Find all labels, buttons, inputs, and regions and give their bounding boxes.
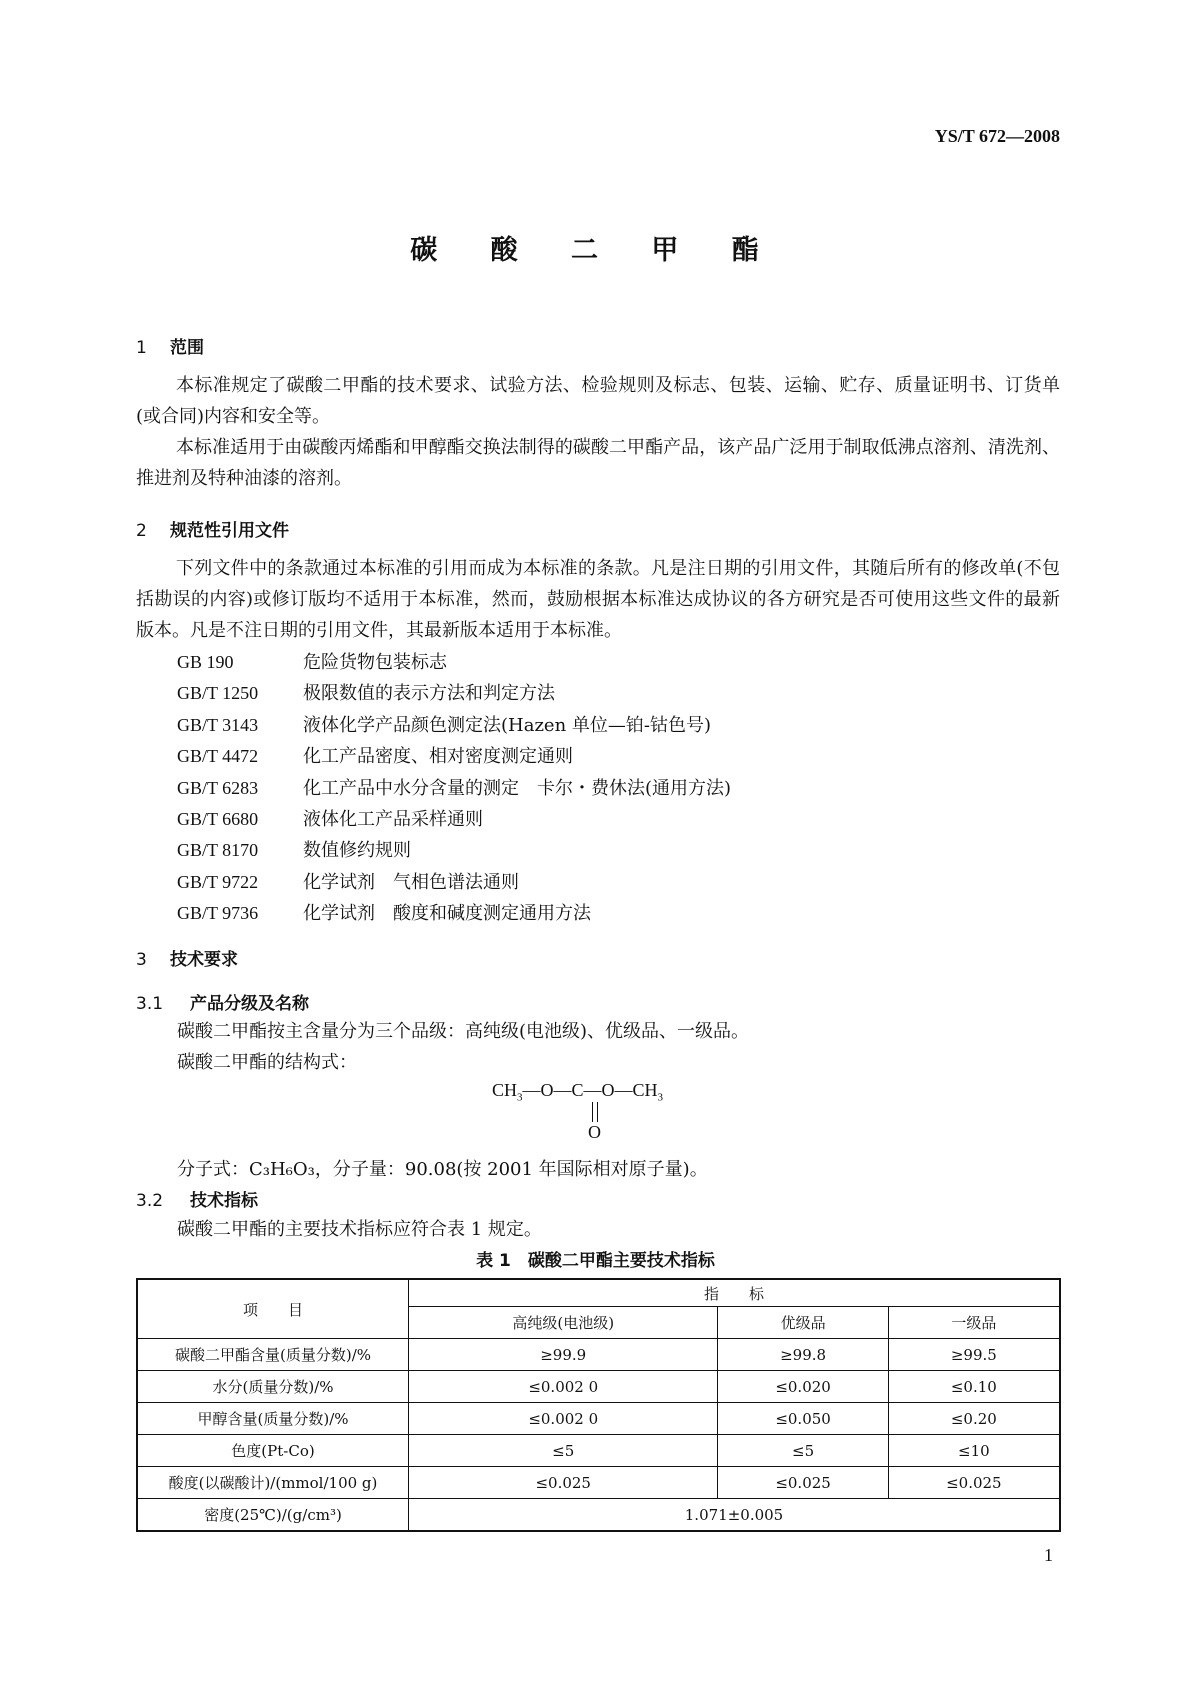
section-3-heading <box>136 945 238 970</box>
formula-part: —O—C—O— <box>522 1080 633 1100</box>
spec-value: ≤0.050 <box>718 1403 888 1435</box>
spec-value: ≤0.20 <box>888 1403 1060 1435</box>
grade-header: 优级品 <box>718 1307 888 1339</box>
grade-header: 一级品 <box>888 1307 1060 1339</box>
reference-name: 化工产品中水分含量的测定 卡尔・费休法(通用方法) <box>303 777 732 799</box>
section-title: 范围 <box>170 338 204 358</box>
grade-text: 碳酸二甲酯按主含量分为三个品级：高纯级(电池级)、优级品、一级品。 <box>177 1021 750 1042</box>
section-title: 产品分级及名称 <box>190 994 309 1014</box>
reference-name: 数值修约规则 <box>303 840 411 862</box>
spec-value: ≥99.8 <box>718 1339 888 1371</box>
section-number: 3 <box>136 950 147 970</box>
table-row <box>137 1435 1060 1467</box>
spec-value: ≤0.002 0 <box>409 1403 718 1435</box>
table-row <box>137 1403 1060 1435</box>
spec-value: ≤5 <box>409 1435 718 1467</box>
formula-oxygen: O <box>588 1122 601 1142</box>
grade-header: 高纯级(电池级) <box>409 1307 718 1339</box>
section-number: 1 <box>136 338 147 358</box>
reference-item <box>177 741 731 772</box>
section-number: 3.1 <box>136 994 164 1014</box>
section-3-1-heading <box>136 989 309 1014</box>
formula-sub: 3 <box>657 1091 664 1104</box>
standard-number: YS/T 672—2008 <box>934 126 1060 146</box>
item-name: 甲醇含量(质量分数)/% <box>137 1403 409 1435</box>
reference-list <box>177 647 731 930</box>
formula-sub: 3 <box>517 1091 523 1104</box>
reference-name: 液体化学产品颜色测定法(Hazen 单位—铂-钴色号) <box>303 714 712 736</box>
table-row-density <box>137 1499 1060 1532</box>
reference-code: GB/T 6680 <box>177 809 259 830</box>
spec-value: ≤0.025 <box>409 1467 718 1499</box>
reference-item <box>177 773 731 804</box>
double-bond <box>592 1102 598 1122</box>
reference-code: GB/T 9736 <box>177 903 259 924</box>
reference-name: 化学试剂 气相色谱法通则 <box>303 871 519 893</box>
reference-name: 极限数值的表示方法和判定方法 <box>303 683 555 705</box>
reference-code: GB/T 9722 <box>177 871 259 892</box>
section-1-heading <box>136 333 204 358</box>
spec-value: 1.071±0.005 <box>409 1499 1061 1532</box>
table-row <box>137 1467 1060 1499</box>
header-item: 项 目 <box>137 1279 409 1339</box>
reference-item <box>177 804 731 835</box>
spec-value: ≥99.5 <box>888 1339 1060 1371</box>
spec-value: ≥99.9 <box>409 1339 718 1371</box>
table-row <box>137 1371 1060 1403</box>
structural-formula <box>492 1080 664 1142</box>
spec-value: ≤5 <box>718 1435 888 1467</box>
spec-value: ≤0.002 0 <box>409 1371 718 1403</box>
spec-value: ≤10 <box>888 1435 1060 1467</box>
section-2-para: 下列文件中的条款通过本标准的引用而成为本标准的条款。凡是注日期的引用文件，其随后所有的修改单(不包括勘误的内容)或修订版均不适用于本标准，然而，鼓励根据本标准达成协议的各方研究是否可使用这些文件的最新版本。凡是不注日期的引用文件，其最新版本适用于本标准。 <box>136 558 1060 641</box>
reference-item <box>177 867 731 898</box>
item-name: 色度(Pt-Co) <box>137 1435 409 1467</box>
table-header-row <box>137 1279 1060 1307</box>
reference-name: 化学试剂 酸度和碱度测定通用方法 <box>303 903 591 925</box>
section-number: 3.2 <box>136 1191 164 1211</box>
spec-value: ≤0.10 <box>888 1371 1060 1403</box>
reference-item <box>177 710 731 741</box>
reference-name: 液体化工产品采样通则 <box>303 809 483 831</box>
spec-value: ≤0.025 <box>718 1467 888 1499</box>
reference-code: GB/T 1250 <box>177 683 259 704</box>
item-name: 密度(25℃)/(g/cm³) <box>137 1499 409 1532</box>
table-row <box>137 1339 1060 1371</box>
item-name: 酸度(以碳酸计)/(mmol/100 g) <box>137 1467 409 1499</box>
header-index: 指 标 <box>409 1279 1061 1307</box>
formula-part: CH <box>632 1080 658 1100</box>
formula-part: CH <box>492 1080 518 1100</box>
reference-code: GB 190 <box>177 652 234 672</box>
table-caption: 表 1 碳酸二甲酯主要技术指标 <box>476 1251 715 1271</box>
section-title: 技术要求 <box>170 950 238 970</box>
section-1-para-2: 本标准适用于由碳酸丙烯酯和甲醇酯交换法制得的碳酸二甲酯产品，该产品广泛用于制取低沸点溶剂、清洗剂、推进剂及特种油漆的溶剂。 <box>136 437 1060 489</box>
molecular-formula-text: 分子式：C₃H₆O₃，分子量：90.08(按 2001 年国际相对原子量)。 <box>177 1159 708 1180</box>
page-number: 1 <box>1044 1545 1053 1565</box>
reference-item <box>177 678 731 709</box>
reference-code: GB/T 3143 <box>177 714 259 735</box>
section-1-para-1: 本标准规定了碳酸二甲酯的技术要求、试验方法、检验规则及标志、包装、运输、贮存、质量证明书、订货单(或合同)内容和安全等。 <box>136 375 1060 427</box>
section-2-heading <box>136 516 289 541</box>
item-name: 碳酸二甲酯含量(质量分数)/% <box>137 1339 409 1371</box>
section-title: 技术指标 <box>190 1191 258 1211</box>
item-name: 水分(质量分数)/% <box>137 1371 409 1403</box>
page-title: 碳 酸 二 甲 酯 <box>410 235 781 266</box>
spec-value: ≤0.025 <box>888 1467 1060 1499</box>
section-number: 2 <box>136 521 147 541</box>
table-reference-text: 碳酸二甲酯的主要技术指标应符合表 1 规定。 <box>177 1219 542 1240</box>
reference-item <box>177 647 731 678</box>
reference-code: GB/T 8170 <box>177 840 259 861</box>
reference-name: 化工产品密度、相对密度测定通则 <box>303 746 573 768</box>
spec-table <box>136 1278 1061 1532</box>
spec-value: ≤0.020 <box>718 1371 888 1403</box>
reference-code: GB/T 6283 <box>177 777 259 798</box>
reference-code: GB/T 4472 <box>177 746 259 767</box>
structure-label: 碳酸二甲酯的结构式： <box>177 1052 357 1073</box>
section-title: 规范性引用文件 <box>170 521 289 541</box>
reference-name: 危险货物包装标志 <box>303 652 447 673</box>
section-3-2-heading <box>136 1186 258 1211</box>
reference-item <box>177 835 731 866</box>
reference-item <box>177 898 731 929</box>
